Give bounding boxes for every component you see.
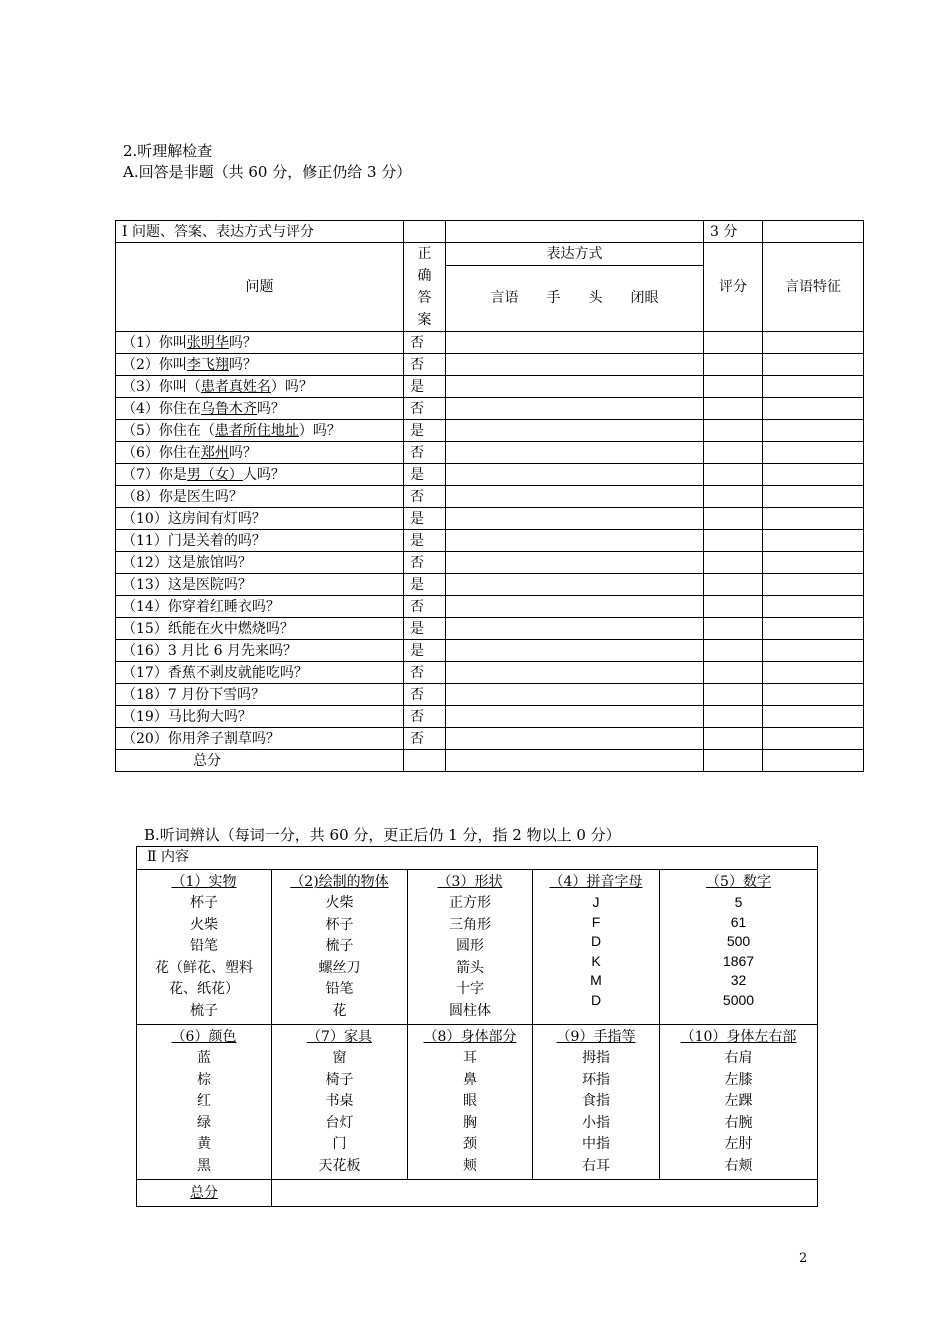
expression-cell <box>446 574 704 596</box>
speech-features-header: 言语特征 <box>763 243 864 332</box>
word-item: 火柴 <box>325 895 354 911</box>
speech-feature-cell <box>763 552 864 574</box>
question-text: （18）7 月份下雪吗？ <box>116 684 404 706</box>
expression-cell <box>446 464 704 486</box>
word-item: M <box>590 972 602 988</box>
yes-no-question-table <box>115 220 864 772</box>
total-cell <box>704 750 763 772</box>
word-item: 绿 <box>197 1114 211 1131</box>
question-row <box>116 398 864 420</box>
score-cell <box>704 332 763 354</box>
speech-feature-cell <box>763 376 864 398</box>
word-item: 右腕 <box>724 1114 753 1131</box>
score-cell <box>704 464 763 486</box>
correct-answer: 否 <box>404 662 446 684</box>
score-cell <box>704 662 763 684</box>
correct-answer: 否 <box>404 398 446 420</box>
correct-answer: 否 <box>404 442 446 464</box>
word-item: 61 <box>730 913 747 930</box>
expression-header: 表达方式 言语 手 头 闭眼 <box>446 243 704 332</box>
section-title: 2.听理解检查 <box>123 142 213 160</box>
word-item: D <box>590 933 602 949</box>
expression-cell <box>446 376 704 398</box>
word-item: 蓝 <box>197 1050 211 1066</box>
correct-answer: 是 <box>404 618 446 640</box>
speech-feature-cell <box>763 420 864 442</box>
word-item: 十字 <box>456 981 484 997</box>
word-item: 32 <box>730 972 747 988</box>
score-cell <box>704 398 763 420</box>
expression-cell <box>446 442 704 464</box>
word-item: 正方形 <box>449 895 491 911</box>
correct-answer: 否 <box>404 684 446 706</box>
speech-feature-cell <box>763 332 864 354</box>
speech-feature-cell <box>763 596 864 618</box>
question-row <box>116 684 864 706</box>
word-item: 5 <box>734 894 743 910</box>
table-a-title: Ⅰ 问题、答案、表达方式与评分 <box>116 221 404 243</box>
score-cell <box>704 508 763 530</box>
word-item: 棕 <box>197 1071 211 1088</box>
word-item: 黄 <box>197 1136 211 1152</box>
expression-cell <box>446 706 704 728</box>
speech-feature-cell <box>763 354 864 376</box>
word-item: J <box>592 894 600 910</box>
word-item: 书桌 <box>325 1093 354 1109</box>
question-text: （8）你是医生吗？ <box>116 486 404 508</box>
word-item: 台灯 <box>325 1114 354 1131</box>
correct-answer: 否 <box>404 332 446 354</box>
question-text: （15）纸能在火中燃烧吗？ <box>116 618 404 640</box>
question-row <box>116 530 864 552</box>
word-group <box>533 1025 660 1180</box>
word-item: 眼 <box>463 1093 477 1109</box>
question-text: （5）你住在（患者所住地址）吗？ <box>116 420 404 442</box>
question-row <box>116 464 864 486</box>
score-cell <box>704 486 763 508</box>
word-item: 环指 <box>582 1071 610 1088</box>
word-item: 拇指 <box>582 1050 610 1066</box>
word-group <box>137 870 272 1025</box>
word-item: 500 <box>726 933 751 949</box>
question-row <box>116 596 864 618</box>
word-item: 花、纸花） <box>169 981 239 997</box>
word-item: 颊 <box>463 1157 477 1174</box>
correct-answer: 是 <box>404 574 446 596</box>
word-group-heading: （3）形状 <box>437 874 503 890</box>
total-cell <box>763 750 864 772</box>
correct-answer: 是 <box>404 420 446 442</box>
word-item: 左肘 <box>724 1136 753 1152</box>
question-text: （19）马比狗大吗？ <box>116 706 404 728</box>
speech-feature-cell <box>763 706 864 728</box>
word-item: 箭头 <box>456 959 484 976</box>
table-b-total-label: 总分 <box>137 1180 272 1207</box>
question-row <box>116 640 864 662</box>
word-group <box>408 1025 533 1180</box>
word-group <box>137 1025 272 1180</box>
score-cell <box>704 728 763 750</box>
question-text: （3）你叫（患者真姓名）吗？ <box>116 376 404 398</box>
correct-answer: 否 <box>404 354 446 376</box>
question-text: （20）你用斧子割草吗？ <box>116 728 404 750</box>
expression-cell <box>446 552 704 574</box>
expression-modes: 言语 手 头 闭眼 <box>490 290 659 306</box>
word-item: 食指 <box>582 1093 610 1109</box>
word-item: 颈 <box>463 1136 477 1152</box>
score-cell <box>704 530 763 552</box>
correct-answer: 否 <box>404 728 446 750</box>
correct-answer: 是 <box>404 464 446 486</box>
speech-feature-cell <box>763 442 864 464</box>
question-text: （4）你住在乌鲁木齐吗？ <box>116 398 404 420</box>
score-cell <box>704 354 763 376</box>
word-item: 梳子 <box>325 938 354 954</box>
word-group-heading: （9）手指等 <box>556 1029 636 1045</box>
word-item: 螺丝刀 <box>318 959 361 976</box>
word-group-heading: （4）拼音字母 <box>549 874 643 890</box>
question-row <box>116 486 864 508</box>
question-text: （10）这房间有灯吗？ <box>116 508 404 530</box>
speech-feature-cell <box>763 530 864 552</box>
word-item: 铅笔 <box>325 981 354 997</box>
question-row <box>116 332 864 354</box>
question-text: （12）这是旅馆吗？ <box>116 552 404 574</box>
subsection-a-title: A.回答是非题（共 60 分，修正仍给 3 分） <box>123 163 412 181</box>
question-text: （11）门是关着的吗？ <box>116 530 404 552</box>
expression-cell <box>446 684 704 706</box>
question-row <box>116 728 864 750</box>
score-cell <box>704 618 763 640</box>
word-item: 右耳 <box>582 1157 610 1174</box>
word-group-heading: （1）实物 <box>171 874 237 890</box>
question-row <box>116 354 864 376</box>
expression-cell <box>446 640 704 662</box>
speech-feature-cell <box>763 464 864 486</box>
subsection-b-title: B.听词辨认（每词一分，共 60 分，更正后仍 1 分，指 2 物以上 0 分） <box>144 826 621 844</box>
expression-cell <box>446 662 704 684</box>
word-item: 1867 <box>722 952 755 969</box>
correct-answer: 否 <box>404 596 446 618</box>
question-text: （2）你叫李飞翔吗？ <box>116 354 404 376</box>
speech-feature-cell <box>763 574 864 596</box>
word-item: 鼻 <box>463 1071 477 1088</box>
question-row <box>116 376 864 398</box>
correct-answer: 否 <box>404 552 446 574</box>
question-row <box>116 508 864 530</box>
correct-answer: 是 <box>404 376 446 398</box>
word-group <box>272 1025 408 1180</box>
score-cell <box>704 552 763 574</box>
expression-cell <box>446 486 704 508</box>
word-item: 右颊 <box>724 1157 753 1174</box>
word-item: 窗 <box>332 1050 347 1066</box>
word-item: D <box>590 991 602 1008</box>
page-number: 2 <box>799 1251 808 1266</box>
expression-cell <box>446 508 704 530</box>
word-item: F <box>591 913 601 930</box>
word-item: 红 <box>197 1093 211 1109</box>
question-text: （1）你叫张明华吗？ <box>116 332 404 354</box>
word-item: 铅笔 <box>190 938 218 954</box>
word-item: 椅子 <box>325 1071 354 1088</box>
question-row <box>116 552 864 574</box>
word-item: 5000 <box>722 991 755 1008</box>
question-row <box>116 442 864 464</box>
word-item: 左膝 <box>724 1071 753 1088</box>
word-item: K <box>591 952 601 969</box>
correct-answer: 是 <box>404 530 446 552</box>
score-cell <box>704 376 763 398</box>
score-note: 3 分 <box>704 221 763 243</box>
word-item: 天花板 <box>318 1157 361 1174</box>
total-cell <box>446 750 704 772</box>
correct-answer-header: 正 确 答 案 <box>404 243 446 332</box>
total-cell <box>404 750 446 772</box>
word-recognition-table <box>136 846 818 1207</box>
correct-answer: 是 <box>404 640 446 662</box>
question-header: 问题 <box>116 243 404 332</box>
score-cell <box>704 442 763 464</box>
word-item: 花 <box>332 1002 347 1019</box>
word-group <box>660 1025 818 1180</box>
table-b-title: Ⅱ 内容 <box>137 847 818 870</box>
score-header: 评分 <box>704 243 763 332</box>
total-row <box>116 750 864 772</box>
word-item: 火柴 <box>190 916 218 933</box>
question-row <box>116 662 864 684</box>
question-text: （16）3 月比 6 月先来吗？ <box>116 640 404 662</box>
expression-cell <box>446 398 704 420</box>
expression-cell <box>446 618 704 640</box>
question-text: （6）你住在郑州吗？ <box>116 442 404 464</box>
word-group-heading: （8）身体部分 <box>423 1029 517 1045</box>
score-cell <box>704 420 763 442</box>
word-item: 黑 <box>197 1157 211 1174</box>
word-group-heading: （10）身体左右部 <box>680 1029 797 1045</box>
word-group-heading: （5）数字 <box>706 874 771 890</box>
expression-cell <box>446 728 704 750</box>
word-group-heading: （7）家具 <box>307 1029 372 1045</box>
word-item: 小指 <box>582 1114 610 1131</box>
score-cell <box>704 596 763 618</box>
word-item: 门 <box>332 1136 347 1152</box>
expression-cell <box>446 530 704 552</box>
expression-cell <box>446 420 704 442</box>
word-group <box>272 870 408 1025</box>
question-text: （13）这是医院吗？ <box>116 574 404 596</box>
word-item: 胸 <box>463 1114 477 1131</box>
word-item: 梳子 <box>190 1002 218 1019</box>
word-group <box>408 870 533 1025</box>
word-item: 花（鲜花、塑料 <box>155 959 253 976</box>
question-text: （17）香蕉不剥皮就能吃吗？ <box>116 662 404 684</box>
word-item: 左踝 <box>724 1093 753 1109</box>
question-row <box>116 574 864 596</box>
speech-feature-cell <box>763 662 864 684</box>
word-group <box>660 870 818 1025</box>
expression-cell <box>446 332 704 354</box>
word-group-heading: （2)绘制的物体 <box>290 874 389 890</box>
score-cell <box>704 706 763 728</box>
word-group <box>533 870 660 1025</box>
word-item: 杯子 <box>325 916 354 933</box>
score-cell <box>704 574 763 596</box>
word-group-heading: （6）颜色 <box>171 1029 237 1045</box>
word-item: 右肩 <box>724 1050 753 1066</box>
correct-answer: 否 <box>404 486 446 508</box>
word-item: 耳 <box>463 1050 477 1066</box>
correct-answer: 否 <box>404 706 446 728</box>
table-b-total-value <box>272 1180 818 1207</box>
total-label: 总分 <box>116 750 404 772</box>
word-item: 杯子 <box>190 895 218 911</box>
correct-answer: 是 <box>404 508 446 530</box>
question-row <box>116 706 864 728</box>
expression-cell <box>446 596 704 618</box>
speech-feature-cell <box>763 640 864 662</box>
speech-feature-cell <box>763 684 864 706</box>
score-cell <box>704 684 763 706</box>
speech-feature-cell <box>763 398 864 420</box>
expression-cell <box>446 354 704 376</box>
word-item: 圆柱体 <box>449 1002 491 1019</box>
speech-feature-cell <box>763 728 864 750</box>
speech-feature-cell <box>763 486 864 508</box>
word-item: 三角形 <box>449 916 491 933</box>
score-cell <box>704 640 763 662</box>
question-text: （7）你是男（女）人吗？ <box>116 464 404 486</box>
speech-feature-cell <box>763 618 864 640</box>
question-text: （14）你穿着红睡衣吗？ <box>116 596 404 618</box>
speech-feature-cell <box>763 508 864 530</box>
question-row <box>116 420 864 442</box>
question-row <box>116 618 864 640</box>
word-item: 圆形 <box>456 938 484 954</box>
word-item: 中指 <box>582 1136 610 1152</box>
